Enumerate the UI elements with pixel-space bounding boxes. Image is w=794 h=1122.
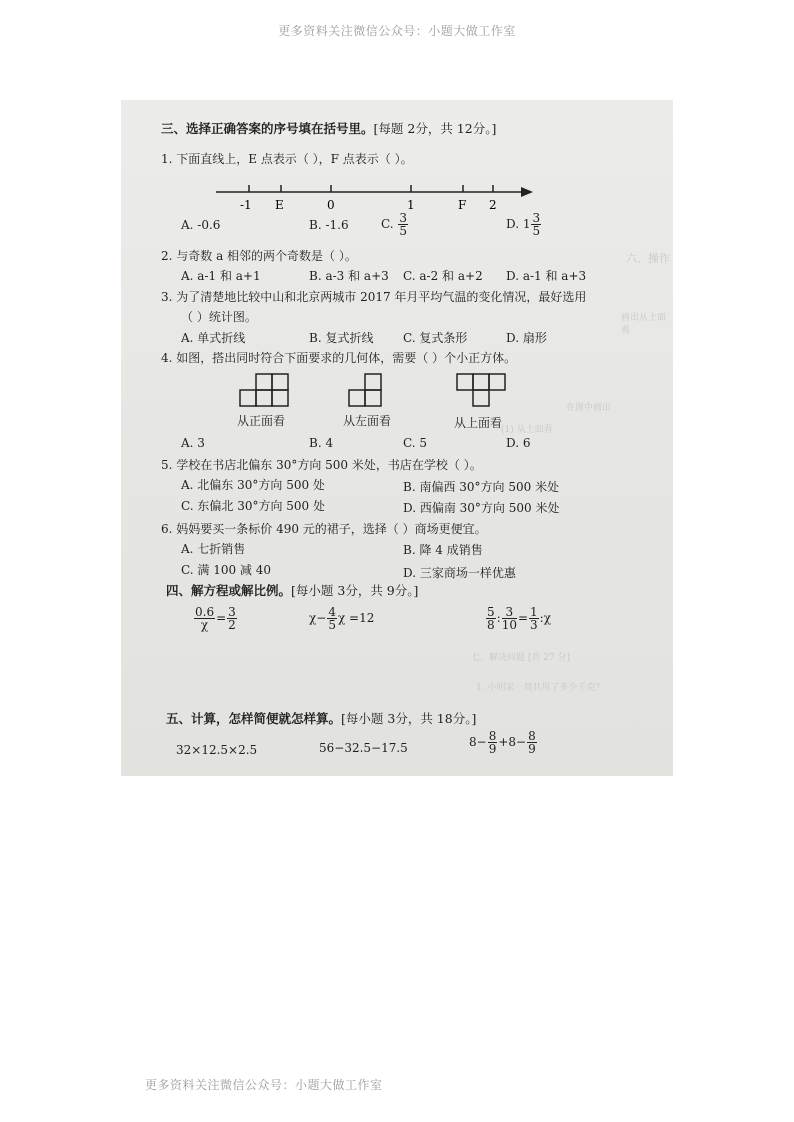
front-view-figure [239, 372, 294, 412]
top-view-label: 从上面看 [454, 416, 503, 430]
q5-option-d: D. 西偏南 30°方向 500 米处 [403, 501, 560, 515]
q6-stem: 6. 妈妈要买一条标价 490 元的裙子，选择（ ）商场更便宜。 [161, 522, 487, 536]
q2-option-d: D. a-1 和 a+3 [506, 269, 587, 283]
q6-option-a: A. 七折销售 [181, 542, 246, 556]
fraction [488, 730, 498, 755]
q4-option-a: A. 3 [181, 436, 205, 450]
numerator: 4 [328, 605, 336, 619]
q3-stem-line2: （ ）统计图。 [181, 310, 257, 324]
numerator: 8 [528, 729, 536, 743]
denominator: 8 [487, 618, 495, 632]
equation-2-post: χ =12 [337, 611, 375, 625]
denominator: 9 [528, 742, 536, 756]
numerator: 0.6 [195, 605, 215, 619]
section4-score: [每小题 3分，共 9分。] [291, 583, 419, 598]
equation-3: $\frac{5}{8}$ : $\frac{3}{10}$ = $\frac{1}{3}$ :χ [487, 605, 551, 632]
q3-option-a: A. 单式折线 [181, 331, 246, 345]
q3-option-d: D. 扇形 [506, 331, 547, 345]
equation-2 [309, 606, 374, 631]
q3-stem-line1: 3. 为了清楚地比较中山和北京两城市 2017 年月平均气温的变化情况，最好选用 [161, 290, 587, 304]
q1-option-a: A. -0.6 [181, 218, 221, 232]
section4-title-text: 四、解方程或解比例。 [166, 583, 292, 598]
q3-option-c: C. 复式条形 [403, 331, 468, 345]
left-view-label: 从左面看 [343, 414, 392, 428]
numerator: 5 [487, 605, 495, 619]
calc-expression-3-pre: 8− [469, 735, 487, 749]
watermark-top: 更多资料关注微信公众号：小题大做工作室 [278, 24, 516, 38]
fraction [327, 606, 337, 631]
fraction [227, 606, 237, 631]
fraction [529, 606, 539, 631]
numerator: 3 [399, 211, 408, 225]
denominator: 10 [501, 618, 517, 632]
fraction [398, 212, 408, 237]
q1-option-d-label: D. 1 [506, 217, 531, 231]
tick-label: F [458, 198, 467, 212]
q2-option-a: A. a-1 和 a+1 [181, 269, 261, 283]
denominator: 5 [328, 618, 336, 632]
equation-2-pre: χ− [309, 611, 327, 625]
exam-photo: 六、操作 画出从上面看 在图中画出 (1) 从上面看 七、解决问题 [共 27 分] 1. 小明家一周共用了多少千克？ 三、选择正确答案的序号填在括号里。[每题 2分，共 12分。] 1. 下面直线上，E 点表示（ ），F 点表示（ ）。 -1 E 0 1 F 2 A. -0.6 B. -1.6 C. $\frac{3}{5}$ D. 1 $\frac{3}{5}$ 2. 与奇数 a 相邻的两个奇数是（ ）。 A. a-1 和 a+1 B. a-3 和 a+3 C. a-2 和 a+2 D. a-1 和 a+3 3. 为了清楚地比较中山和北京两城市 2017 年月平均气温的变化情况，最好选用 （ ）统计图。 A. 单式折线 B. 复式折线 C. 复式条形 D. 扇形 4. 如图，搭出同时符合下面要求的几何体，需要（ ）个小正方体。 从正面看 从左面看 从上面看 A. 3 B. 4 C. 5 D. 6 5. 学校在书店北偏东 30°方向 500 米处，书店在学校（ ）。 A. 北偏东 30°方向 500 处 B. 南偏西 30°方向 500 米处 C. 东偏北 30°方向 500 处 D. 西偏南 30°方向 500 米处 6. 妈妈要买一条标价 490 元的裙子，选择（ ）商场更便宜。 A. 七折销售 B. 降 4 成销售 C. 满 100 减 40 D. 三家商场一样优惠 四、解方程或解比例。[每小题 3分，共 9分。] $\frac{0.6}{\chi}$ = $\frac{3}{2}$ χ− $\frac{4}{5}$ χ =12 $\frac{5}{8}$ : $\frac{3}{10}$ = $\frac{1}{3}$ :χ 五、计算，怎样简便就怎样算。[每小题 3分，共 18分。] 32×12.5×2.5 56−32.5−17.5 8− $\frac{8}{9}$ +8− $\frac{8}{9}$ [121, 100, 673, 776]
numerator: 3 [228, 605, 236, 619]
tick-label: -1 [240, 198, 252, 212]
q2-stem: 2. 与奇数 a 相邻的两个奇数是（ ）。 [161, 249, 357, 263]
fraction [531, 212, 541, 237]
q1-option-c-label: C. [381, 217, 394, 231]
watermark-bottom: 更多资料关注微信公众号：小题大做工作室 [145, 1078, 383, 1092]
q1-option-d [506, 212, 542, 237]
numerator: 8 [488, 729, 497, 743]
q3-option-b: B. 复式折线 [309, 331, 374, 345]
top-view-figure [456, 372, 511, 412]
q4-option-b: B. 4 [309, 436, 334, 450]
q6-option-b: B. 降 4 成销售 [403, 543, 483, 557]
section5-score: [每小题 3分，共 18分。] [341, 711, 477, 726]
calc-expression-3-mid: +8− [498, 735, 527, 749]
denominator: 9 [488, 742, 497, 756]
section3-score: [每题 2分，共 12分。] [373, 121, 497, 136]
q6-option-c: C. 满 100 减 40 [181, 563, 272, 577]
numerator: 3 [532, 211, 541, 225]
section3-title-text: 三、选择正确答案的序号填在括号里。 [161, 121, 374, 136]
q5-stem: 5. 学校在书店北偏东 30°方向 500 米处，书店在学校（ ）。 [161, 458, 482, 472]
number-line [211, 180, 541, 220]
q4-option-c: C. 5 [403, 436, 428, 450]
q6-option-d: D. 三家商场一样优惠 [403, 566, 516, 580]
q1-option-b: B. -1.6 [309, 218, 349, 232]
q5-option-a: A. 北偏东 30°方向 500 处 [181, 478, 325, 492]
fraction [527, 730, 537, 755]
q4-stem: 4. 如图，搭出同时符合下面要求的几何体，需要（ ）个小正方体。 [161, 351, 517, 365]
tick-label: 1 [407, 198, 415, 212]
q5-option-b: B. 南偏西 30°方向 500 米处 [403, 480, 560, 494]
q5-option-c: C. 东偏北 30°方向 500 处 [181, 499, 326, 513]
number-line-arrow [521, 187, 533, 197]
denominator: 2 [228, 618, 236, 632]
equation-3-tail: χ [543, 611, 551, 625]
front-view-label: 从正面看 [237, 414, 286, 428]
q1-stem: 1. 下面直线上，E 点表示（ ），F 点表示（ ）。 [161, 152, 413, 166]
q2-option-c: C. a-2 和 a+2 [403, 269, 483, 283]
tick-label: 2 [489, 198, 497, 212]
section5-title [166, 712, 476, 726]
tick-label: E [275, 198, 284, 212]
equation-1 [193, 606, 238, 631]
q4-option-d: D. 6 [506, 436, 531, 450]
left-view-figure [348, 372, 388, 412]
calc-expression-3 [469, 730, 538, 755]
denominator: 3 [530, 618, 538, 632]
fraction [502, 606, 517, 631]
numerator: 1 [530, 605, 538, 619]
numerator: 3 [502, 606, 517, 619]
calc-expression-1: 32×12.5×2.5 [176, 743, 258, 757]
equals-sign: = [216, 611, 227, 625]
fraction [194, 606, 215, 631]
denominator: χ [200, 618, 209, 632]
tick-label: 0 [327, 198, 335, 212]
fraction [486, 606, 496, 631]
section3-title [161, 122, 496, 136]
q2-option-b: B. a-3 和 a+3 [309, 269, 389, 283]
denominator: 5 [399, 224, 408, 238]
calc-expression-2: 56−32.5−17.5 [319, 741, 408, 755]
denominator: 5 [532, 224, 541, 238]
section5-title-text: 五、计算，怎样简便就怎样算。 [166, 711, 342, 726]
q1-option-c [381, 212, 409, 237]
section4-title [166, 584, 418, 598]
